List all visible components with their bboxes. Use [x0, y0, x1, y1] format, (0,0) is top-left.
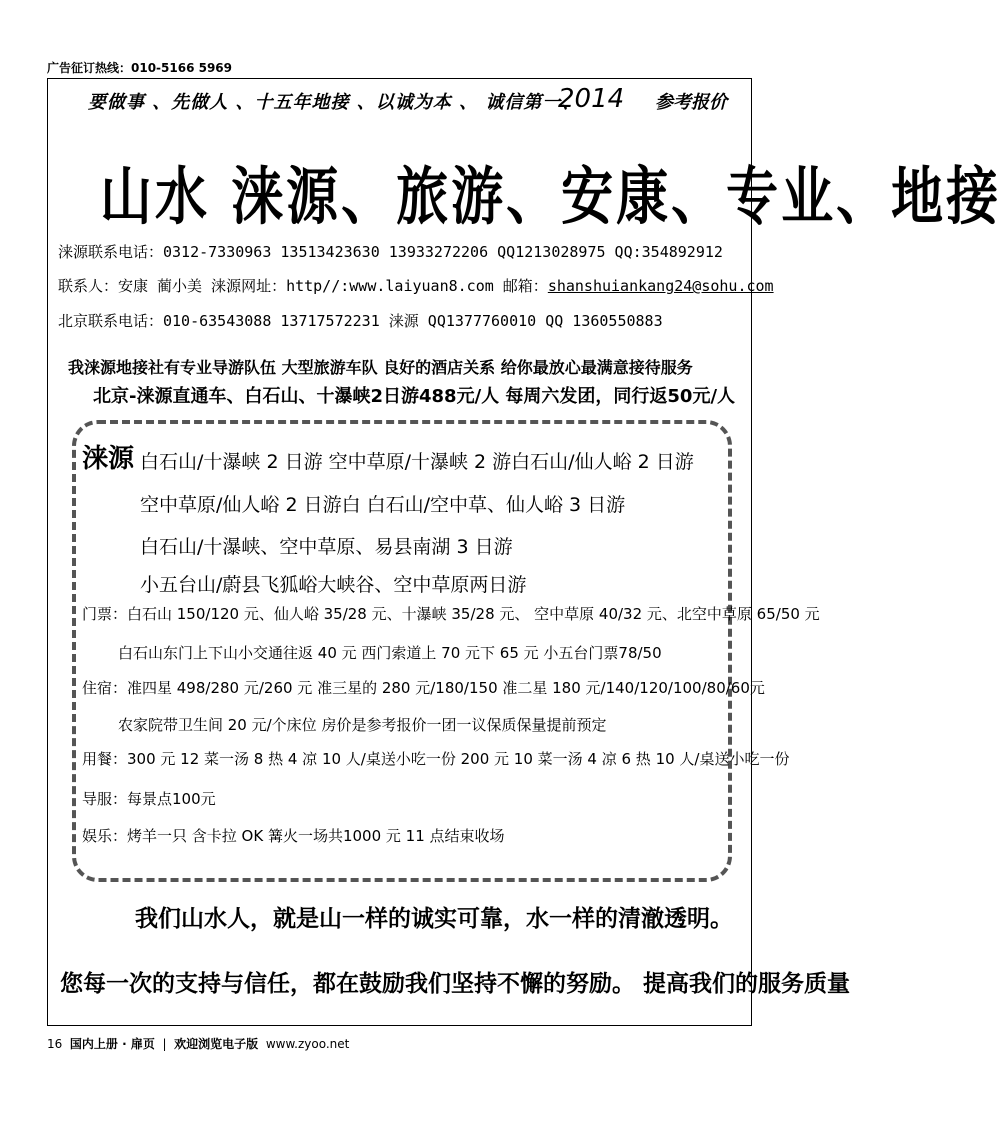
detail-tickets-extra: 白石山东门上下山小交通往返 40 元 西门索道上 70 元下 65 元 小五台门票78/50	[118, 644, 662, 662]
detail-guide: 导服：每景点100元	[82, 790, 216, 808]
contact-person-text: 联系人：安康 蔺小美 涞源网址：http//:www.laiyuan8.com 邮箱：	[58, 277, 548, 295]
route-label: 涞源	[82, 444, 135, 474]
detail-meals: 用餐：300 元 12 菜一汤 8 热 4 凉 10 人/桌送小吃一份 200 元 10 菜一汤 4 凉 6 热 10 人/桌送小吃一份	[82, 750, 790, 768]
footer-site-link[interactable]: www.zyoo.net	[265, 1037, 350, 1051]
footer-section: 国内上册 · 扉页	[69, 1037, 155, 1051]
page-title: 山水 涞源、旅游、安康、专业、地接	[100, 161, 1001, 234]
ad-hotline: 广告征订热线：010-5166 5969	[47, 61, 233, 75]
route-item: 小五台山/蔚县飞狐峪大峡谷、空中草原两日游	[140, 574, 527, 596]
footer-welcome: 欢迎浏览电子版	[174, 1037, 259, 1051]
footer-separator: |	[162, 1037, 167, 1051]
route-item: 空中草原/仙人峪 2 日游白 白石山/空中草、仙人峪 3 日游	[140, 494, 626, 516]
detail-entertainment: 娱乐：烤羊一只 含卡拉 OK 篝火一场共1000 元 11 点结束收场	[82, 827, 505, 845]
motto-line-2: 您每一次的支持与信任，都在鼓励我们坚持不懈的努励。 提高我们的服务质量	[60, 971, 851, 997]
motto-line-1: 我们山水人，就是山一样的诚实可靠，水一样的清澈透明。	[135, 906, 733, 932]
page-footer	[47, 1035, 349, 1052]
page-number: 16	[47, 1037, 63, 1051]
route-item: 白石山/十瀑峡 2 日游 空中草原/十瀑峡 2 游白石山/仙人峪 2 日游	[140, 451, 694, 473]
slogan-year: 2014	[558, 84, 625, 114]
promo-direct-bus: 北京-涞源直通车、白石山、十瀑峡2日游488元/人 每周六发团，同行返50元/人	[93, 386, 736, 407]
route-item: 白石山/十瀑峡、空中草原、易县南湖 3 日游	[140, 536, 513, 558]
slogan-text: 要做事 、先做人 、十五年地接 、以诚为本 、 诚信第一、	[88, 92, 581, 113]
email-link[interactable]: shanshuiankang24@sohu.com	[547, 277, 774, 295]
slogan-price-ref: 参考报价	[655, 92, 727, 113]
detail-lodging-extra: 农家院带卫生间 20 元/个床位 房价是参考报价一团一议保质保量提前预定	[118, 716, 607, 734]
contact-person	[58, 275, 774, 296]
detail-tickets: 门票：白石山 150/120 元、仙人峪 35/28 元、十瀑峡 35/28 元、 空中草原 40/32 元、北空中草原 65/50 元	[82, 605, 820, 623]
detail-lodging: 住宿：准四星 498/280 元/260 元 准三星的 280 元/180/150 准二星 180 元/140/120/100/80/60元	[82, 679, 765, 697]
promo-services: 我涞源地接社有专业导游队伍 大型旅游车队 良好的酒店关系 给你最放心最满意接待服务	[68, 358, 693, 377]
contact-beijing: 北京联系电话：010-63543088 13717572231 涞源 QQ1377760010 QQ 1360550883	[58, 312, 663, 330]
contact-laiyuan: 涞源联系电话：0312-7330963 13513423630 13933272206 QQ1213028975 QQ:354892912	[58, 243, 723, 261]
